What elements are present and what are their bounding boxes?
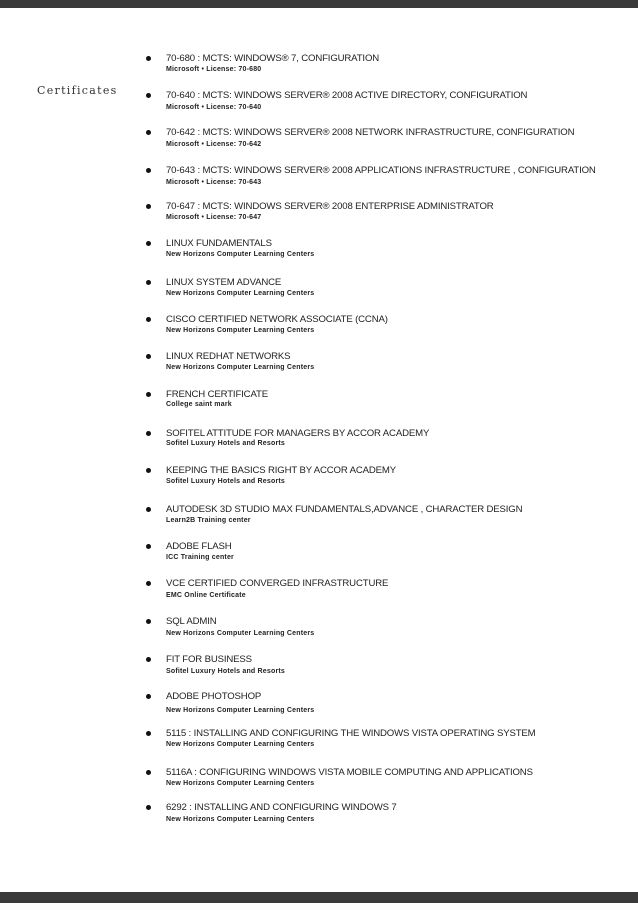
bullet-icon	[146, 581, 151, 586]
bullet-icon	[146, 56, 151, 61]
certificate-name: AUTODESK 3D STUDIO MAX FUNDAMENTALS,ADVANCE , CHARACTER DESIGN	[166, 504, 523, 515]
certificate-issuer: College saint mark	[166, 401, 232, 408]
bullet-icon	[146, 130, 151, 135]
certificate-issuer: Microsoft • License: 70-640	[166, 104, 262, 111]
bullet-icon	[146, 93, 151, 98]
bullet-icon	[146, 431, 151, 436]
bullet-icon	[146, 280, 151, 285]
certificate-issuer: New Horizons Computer Learning Centers	[166, 630, 315, 637]
certificate-name: FRENCH CERTIFICATE	[166, 389, 268, 400]
certificate-issuer: New Horizons Computer Learning Centers	[166, 780, 315, 787]
certificate-name: SOFITEL ATTITUDE FOR MANAGERS BY ACCOR ACADEMY	[166, 428, 430, 439]
certificate-issuer: Sofitel Luxury Hotels and Resorts	[166, 478, 286, 485]
bullet-icon	[146, 694, 151, 699]
bullet-icon	[146, 204, 151, 209]
certificate-issuer: Microsoft • License: 70-647	[166, 214, 262, 221]
certificate-issuer: Learn2B Training center	[166, 517, 251, 524]
section-title-certificates: Certificates	[37, 84, 118, 97]
certificate-name: 5116A : CONFIGURING WINDOWS VISTA MOBILE COMPUTING AND APPLICATIONS	[166, 767, 533, 778]
certificate-issuer: Sofitel Luxury Hotels and Resorts	[166, 668, 286, 675]
certificate-name: SQL ADMIN	[166, 616, 217, 627]
certificate-name: LINUX FUNDAMENTALS	[166, 238, 272, 249]
certificate-name: KEEPING THE BASICS RIGHT BY ACCOR ACADEMY	[166, 465, 397, 476]
certificate-issuer: Microsoft • License: 70-642	[166, 141, 262, 148]
certificate-name: VCE CERTIFIED CONVERGED INFRASTRUCTURE	[166, 578, 389, 589]
certificate-issuer: Microsoft • License: 70-680	[166, 66, 262, 73]
certificate-name: FIT FOR BUSINESS	[166, 654, 252, 665]
certificate-name: 70-680 : MCTS: WINDOWS® 7, CONFIGURATION	[166, 53, 380, 64]
certificate-issuer: Microsoft • License: 70-643	[166, 179, 262, 186]
certificate-name: ADOBE FLASH	[166, 541, 232, 552]
certificate-issuer: Sofitel Luxury Hotels and Resorts	[166, 440, 286, 447]
bullet-icon	[146, 168, 151, 173]
certificate-issuer: New Horizons Computer Learning Centers	[166, 741, 315, 748]
certificate-name: 70-642 : MCTS: WINDOWS SERVER® 2008 NETWORK INFRASTRUCTURE, CONFIGURATION	[166, 127, 575, 138]
certificate-name: 6292 : INSTALLING AND CONFIGURING WINDOWS 7	[166, 802, 397, 813]
bullet-icon	[146, 805, 151, 810]
bullet-icon	[146, 657, 151, 662]
bullet-icon	[146, 507, 151, 512]
certificate-name: CISCO CERTIFIED NETWORK ASSOCIATE (CCNA)	[166, 314, 388, 325]
certificate-issuer: New Horizons Computer Learning Centers	[166, 251, 315, 258]
certificate-issuer: New Horizons Computer Learning Centers	[166, 364, 315, 371]
certificate-issuer: EMC Online Certificate	[166, 592, 246, 599]
bullet-icon	[146, 317, 151, 322]
certificate-issuer: New Horizons Computer Learning Centers	[166, 327, 315, 334]
certificate-name: 70-643 : MCTS: WINDOWS SERVER® 2008 APPLICATIONS INFRASTRUCTURE , CONFIGURATION	[166, 165, 596, 176]
bullet-icon	[146, 241, 151, 246]
certificate-name: ADOBE PHOTOSHOP	[166, 691, 262, 702]
bullet-icon	[146, 731, 151, 736]
certificate-name: LINUX REDHAT NETWORKS	[166, 351, 291, 362]
bullet-icon	[146, 354, 151, 359]
certificate-issuer: New Horizons Computer Learning Centers	[166, 290, 315, 297]
certificate-issuer: New Horizons Computer Learning Centers	[166, 816, 315, 823]
bullet-icon	[146, 544, 151, 549]
certificate-name: LINUX SYSTEM ADVANCE	[166, 277, 282, 288]
bullet-icon	[146, 392, 151, 397]
bullet-icon	[146, 468, 151, 473]
certificate-name: 5115 : INSTALLING AND CONFIGURING THE WINDOWS VISTA OPERATING SYSTEM	[166, 728, 536, 739]
bullet-icon	[146, 619, 151, 624]
certificate-name: 70-640 : MCTS: WINDOWS SERVER® 2008 ACTIVE DIRECTORY, CONFIGURATION	[166, 90, 528, 101]
certificate-name: 70-647 : MCTS: WINDOWS SERVER® 2008 ENTERPRISE ADMINISTRATOR	[166, 201, 494, 212]
certificate-issuer: New Horizons Computer Learning Centers	[166, 707, 315, 714]
certificate-issuer: ICC Training center	[166, 554, 234, 561]
bullet-icon	[146, 770, 151, 775]
bottom-border-bar	[0, 892, 638, 903]
